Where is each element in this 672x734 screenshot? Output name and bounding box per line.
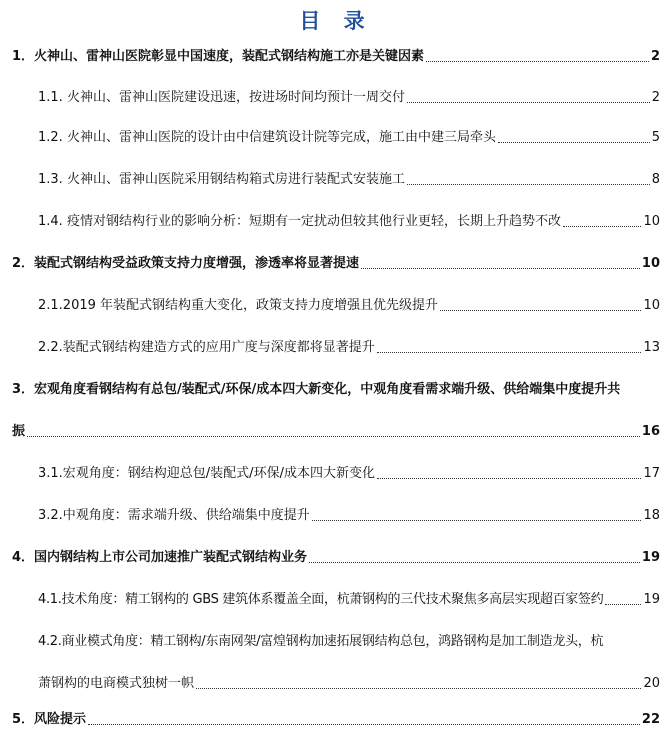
toc-entry[interactable] xyxy=(38,89,660,107)
toc-entry-text: 4.2.商业模式角度：精工钢构/东南网架/富煌钢构加速拓展钢结构总包，鸿路钢构是加工制造龙头，杭 xyxy=(38,634,604,649)
toc-entry-text: 1.3. 火神山、雷神山医院采用钢结构箱式房进行装配式安装施工 xyxy=(38,172,405,187)
toc-entry-text: 2．装配式钢结构受益政策支持力度增强，渗透率将显著提速 xyxy=(12,256,360,271)
toc-entry-text: 1．火神山、雷神山医院彰显中国速度，装配式钢结构施工亦是关键因素 xyxy=(12,49,425,64)
toc-page-number: 8 xyxy=(651,172,660,187)
dot-leader xyxy=(27,436,640,437)
toc-page-number: 18 xyxy=(643,508,660,523)
toc-page-number: 10 xyxy=(641,256,660,271)
toc-entry[interactable] xyxy=(12,381,660,441)
toc-entry-text: 4．国内钢结构上市公司加速推广装配式钢结构业务 xyxy=(12,550,308,565)
dot-leader xyxy=(440,310,641,311)
toc-entry-text-continued: 振 xyxy=(12,424,26,439)
toc-entry[interactable] xyxy=(12,549,660,567)
dot-leader xyxy=(498,142,650,143)
toc-entry[interactable] xyxy=(12,48,660,66)
toc-entry-text-continued: 萧钢构的电商模式独树一帜 xyxy=(38,676,195,691)
toc-page-number: 17 xyxy=(643,466,660,481)
toc-page-number: 10 xyxy=(643,298,660,313)
toc-page-number: 20 xyxy=(643,676,660,691)
toc-title: 目 录 xyxy=(299,9,373,33)
dot-leader xyxy=(605,604,641,605)
dot-leader xyxy=(426,61,649,62)
toc-entry[interactable] xyxy=(38,297,660,315)
toc-entry[interactable] xyxy=(12,711,660,729)
dot-leader xyxy=(361,268,640,269)
toc-page-number: 5 xyxy=(651,130,660,145)
toc-entry[interactable] xyxy=(38,171,660,189)
toc-entry[interactable] xyxy=(38,465,660,483)
toc-entry[interactable] xyxy=(38,507,660,525)
dot-leader xyxy=(377,352,642,353)
toc-page-number: 16 xyxy=(641,424,660,439)
toc-page-number: 2 xyxy=(650,49,660,64)
toc-entry-text: 4.1.技术角度：精工钢构的 GBS 建筑体系覆盖全面，杭萧钢构的三代技术聚焦多高层实现超百家签约 xyxy=(38,592,604,607)
toc-entry-text: 3.2.中观角度：需求端升级、供给端集中度提升 xyxy=(38,508,310,523)
toc-page-number: 2 xyxy=(651,90,660,105)
toc-page-number: 13 xyxy=(643,340,660,355)
toc-entry[interactable] xyxy=(38,339,660,357)
toc-entry-text: 5．风险提示 xyxy=(12,712,87,727)
toc-page-number: 22 xyxy=(641,712,660,727)
dot-leader xyxy=(309,562,640,563)
dot-leader xyxy=(88,724,640,725)
toc-page-number: 19 xyxy=(643,592,660,607)
toc-page-number: 10 xyxy=(643,214,660,229)
dot-leader xyxy=(377,478,642,479)
toc-entry[interactable] xyxy=(38,591,660,609)
toc-entry-text: 1.1. 火神山、雷神山医院建设迅速，按进场时间均预计一周交付 xyxy=(38,90,405,105)
toc-entry-text: 2.2.装配式钢结构建造方式的应用广度与深度都将显著提升 xyxy=(38,340,375,355)
toc-entry[interactable] xyxy=(38,633,660,693)
toc-entry-text: 1.4. 疫情对钢结构行业的影响分析：短期有一定扰动但较其他行业更轻，长期上升趋势不改 xyxy=(38,214,561,229)
toc-entry[interactable] xyxy=(38,213,660,231)
dot-leader xyxy=(563,226,642,227)
toc-page-number: 19 xyxy=(641,550,660,565)
dot-leader xyxy=(407,184,650,185)
dot-leader xyxy=(312,520,642,521)
dot-leader xyxy=(407,102,650,103)
toc-entry-text: 2.1.2019 年装配式钢结构重大变化，政策支持力度增强且优先级提升 xyxy=(38,298,439,313)
toc-entry[interactable] xyxy=(38,129,660,147)
dot-leader xyxy=(196,688,641,689)
toc-entry-text: 1.2. 火神山、雷神山医院的设计由中信建筑设计院等完成，施工由中建三局牵头 xyxy=(38,130,496,145)
toc-entry[interactable] xyxy=(12,255,660,273)
toc-entry-text: 3.1.宏观角度：钢结构迎总包/装配式/环保/成本四大新变化 xyxy=(38,466,375,481)
toc-entry-text: 3．宏观角度看钢结构有总包/装配式/环保/成本四大新变化，中观角度看需求端升级、供给端集中度提升共 xyxy=(12,382,621,397)
